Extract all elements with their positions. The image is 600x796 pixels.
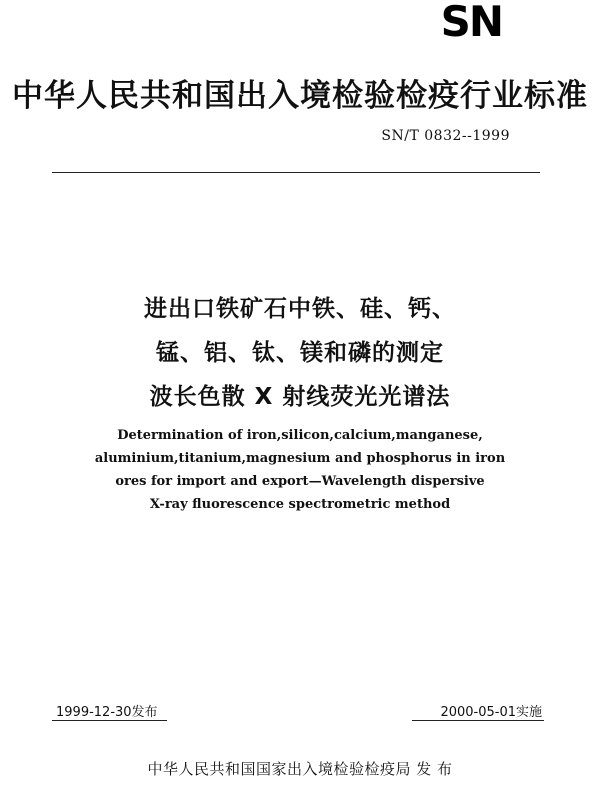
title-cn-line-2: 锰、铝、钛、镁和磷的测定 — [156, 340, 444, 366]
issue-date-underline — [52, 720, 167, 721]
title-en-line-3: ores for import and export—Wavelength dispersive — [115, 474, 485, 489]
implementation-date-underline — [412, 720, 544, 721]
implementation-date: 2000-05-01实施 — [440, 705, 542, 720]
title-cn-line-3: 波长色散 X 射线荧光光谱法 — [149, 384, 451, 410]
sn-logo: SN — [440, 0, 502, 46]
issuer: 中华人民共和国国家出入境检验检疫局 发 布 — [147, 760, 453, 778]
title-cn-line-1: 进出口铁矿石中铁、硅、钙、 — [144, 296, 456, 322]
issue-date: 1999-12-30发布 — [56, 705, 158, 720]
header-divider — [52, 172, 540, 173]
agency-title: 中华人民共和国出入境检验检疫行业标准 — [12, 78, 588, 114]
title-en-line-2: aluminium,titanium,magnesium and phosphorus in iron — [94, 451, 506, 466]
title-en-line-4: X-ray fluorescence spectrometric method — [149, 497, 451, 512]
title-en-line-1: Determination of iron,silicon,calcium,manganese, — [117, 428, 483, 443]
standard-code: SN/T 0832--1999 — [381, 128, 510, 144]
